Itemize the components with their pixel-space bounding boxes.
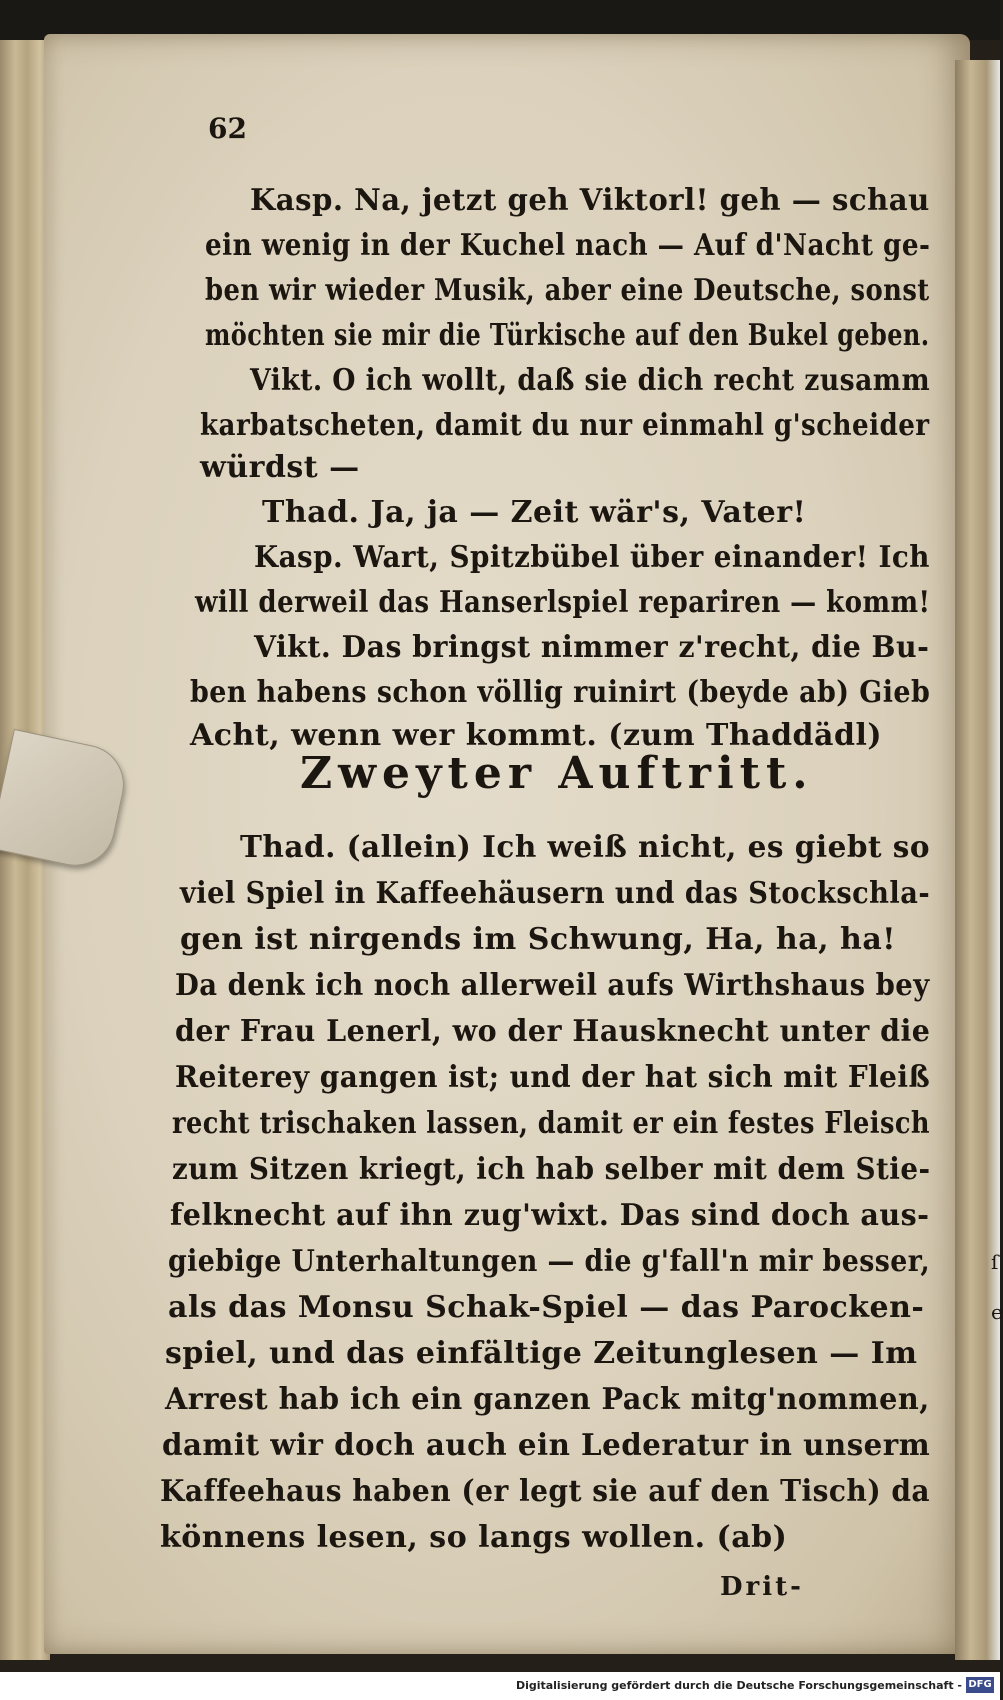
- text-line: Acht, wenn wer kommt. (zum Thaddädl): [190, 718, 883, 753]
- text-line: damit wir doch auch ein Lederatur in unserm: [162, 1428, 931, 1463]
- text-line: Thad. (allein) Ich weiß nicht, es giebt so: [240, 830, 931, 865]
- text-line: der Frau Lenerl, wo der Hausknecht unter die: [175, 1014, 931, 1049]
- text-line: Vikt. Das bringst nimmer z'recht, die Bu-: [254, 630, 930, 665]
- text-line: Arrest hab ich ein ganzen Pack mitg'nommen,: [165, 1382, 930, 1417]
- text-line: ben habens schon völlig ruinirt (beyde ab) Gieb: [190, 675, 931, 710]
- text-line: karbatscheten, damit du nur einmahl g'scheider: [200, 408, 930, 443]
- text-line: Kasp. Na, jetzt geh Viktorl! geh — schau: [250, 183, 930, 218]
- text-line: giebige Unterhaltungen — die g'fall'n mir besser,: [168, 1244, 931, 1279]
- text-line: gen ist nirgends im Schwung, Ha, ha, ha!: [180, 922, 896, 957]
- text-line: Vikt. O ich wollt, daß sie dich recht zusamm: [250, 363, 931, 398]
- text-line: möchten sie mir die Türkische auf den Bukel geben.: [205, 318, 930, 353]
- facing-page-fragment: ſ: [991, 1250, 999, 1274]
- text-line: als das Monsu Schak-Spiel — das Parocken-: [168, 1290, 925, 1325]
- dfg-logo: DFG: [966, 1677, 994, 1693]
- scene-heading: Zweyter Auftritt.: [300, 748, 814, 799]
- text-line: spiel, und das einfältige Zeitunglesen — Im: [165, 1336, 918, 1371]
- text-line: Reiterey gangen ist; und der hat sich mit Fleiß: [175, 1060, 931, 1095]
- text-line: zum Sitzen kriegt, ich hab selber mit dem Stie-: [172, 1152, 931, 1187]
- page-number: 62: [208, 112, 247, 145]
- text-line: ein wenig in der Kuchel nach — Auf d'Nacht ge-: [205, 228, 931, 263]
- text-line: ben wir wieder Musik, aber eine Deutsche, sonst: [205, 273, 930, 308]
- text-line: Da denk ich noch allerweil aufs Wirthshaus bey: [175, 968, 930, 1003]
- text-line: will derweil das Hanserlspiel repariren — komm!: [195, 585, 931, 620]
- text-line: recht trischaken lassen, damit er ein festes Fleisch: [172, 1106, 930, 1141]
- text-line: würdst —: [200, 450, 360, 485]
- text-line: viel Spiel in Kaffeehäusern und das Stockschla-: [180, 876, 931, 911]
- text-line: könnens lesen, so langs wollen. (ab): [160, 1520, 788, 1555]
- text-line: Kasp. Wart, Spitzbübel über einander! Ich: [254, 540, 930, 575]
- facing-page-fragment: e: [991, 1300, 1003, 1324]
- text-line: felknecht auf ihn zug'wixt. Das sind doch aus-: [170, 1198, 930, 1233]
- text-line: Thad. Ja, ja — Zeit wär's, Vater!: [262, 495, 807, 530]
- text-line: Kaffeehaus haben (er legt sie auf den Tisch) da: [160, 1474, 931, 1509]
- digitization-attribution: Digitalisierung gefördert durch die Deutsche Forschungsgemeinschaft -: [515, 1679, 962, 1692]
- catchword: Drit-: [720, 1572, 804, 1602]
